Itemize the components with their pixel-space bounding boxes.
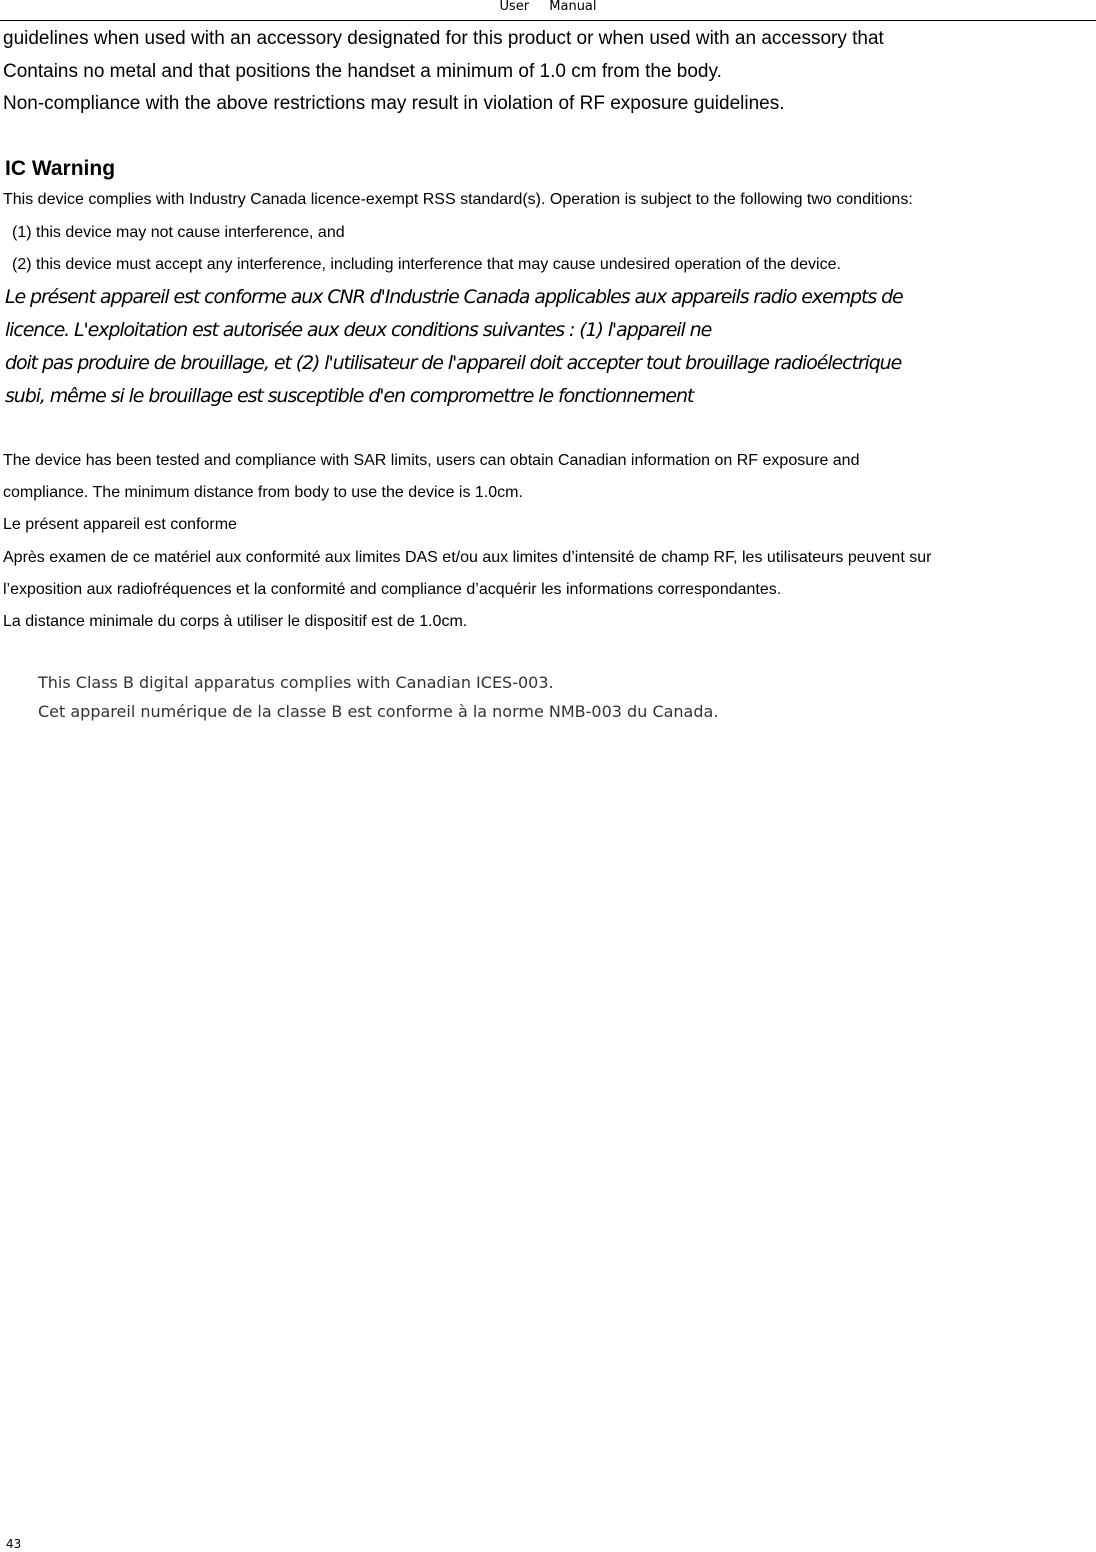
ic-condition-2: (2) this device must accept any interference, including interference that may cause undesired operation of the device. [12, 256, 841, 273]
french-line-2: licence. L'exploitation est autorisée aux deux conditions suivantes : (1) l'appareil ne [5, 319, 712, 341]
french-line-4: subi, même si le brouillage est susceptible d'en compromettre le fonctionnement [5, 385, 694, 407]
sar-line-5: l’exposition aux radiofréquences et la conformité and compliance d’acquérir les informations correspondantes. [3, 581, 782, 598]
ices-notice-image [38, 668, 718, 726]
sar-line-6: La distance minimale du corps à utiliser le dispositif est de 1.0cm. [3, 613, 468, 630]
sar-line-2: compliance. The minimum distance from body to use the device is 1.0cm. [3, 484, 523, 501]
ices-notice-english: This Class B digital apparatus complies with Canadian ICES-003. [38, 673, 554, 692]
intro-line-3: Non-compliance with the above restrictions may result in violation of RF exposure guidelines. [3, 93, 785, 114]
sar-line-3: Le présent appareil est conforme [3, 516, 237, 533]
intro-line-1: guidelines when used with an accessory designated for this product or when used with an accessory that [3, 28, 884, 49]
ic-warning-heading: IC Warning [5, 157, 116, 180]
french-line-1: Le présent appareil est conforme aux CNR d'Industrie Canada applicables aux appareils radio exempts de [5, 286, 903, 308]
sar-line-4: Après examen de ce matériel aux conformité aux limites DAS et/ou aux limites d’intensité de champ RF, les utilisateurs peuvent sur [3, 549, 932, 566]
header-user: User [499, 0, 530, 14]
page-number: 43 [6, 1537, 22, 1551]
ic-statement: This device complies with Industry Canada licence-exempt RSS standard(s). Operation is subject to the following two conditions: [3, 191, 913, 208]
ic-condition-1: (1) this device may not cause interference, and [12, 224, 345, 241]
ices-notice-french: Cet appareil numérique de la classe B est conforme à la norme NMB-003 du Canada. [38, 702, 719, 721]
intro-line-2: Contains no metal and that positions the handset a minimum of 1.0 cm from the body. [3, 61, 722, 82]
page-header [0, 0, 1096, 21]
sar-line-1: The device has been tested and compliance with SAR limits, users can obtain Canadian information on RF exposure and [3, 452, 860, 469]
header-manual: Manual [549, 0, 597, 14]
french-line-3: doit pas produire de brouillage, et (2) l'utilisateur de l'appareil doit accepter tout brouillage radioélectrique [5, 352, 902, 374]
